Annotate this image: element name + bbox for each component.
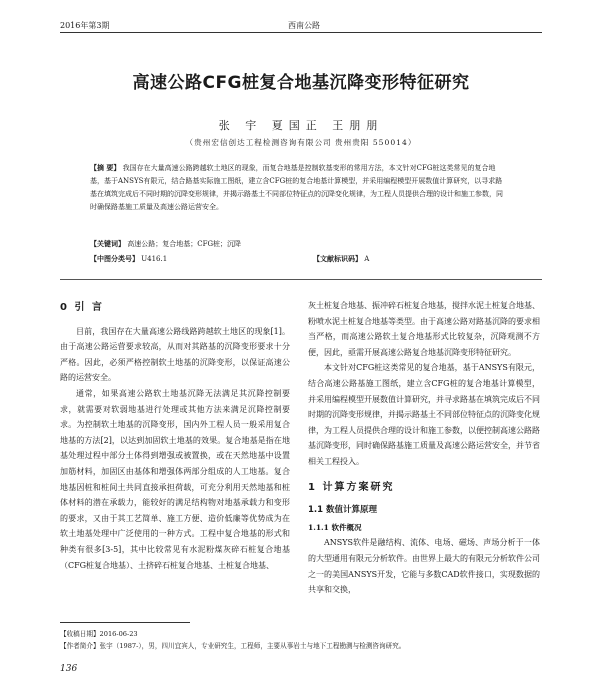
paragraph: 本文针对CFG桩这类常见的复合地基，基于ANSYS有限元，结合高速公路基施工图纸，建立含CFG桩的复合地基计算模型，并采用编程模型开展数值计算研究，并寻求路基在填筑完成后不同时期的沉降变形规律，并揭示路基土不同部位特征点的沉降变化规律，为工程人员提供合理的设计和施工参数，以便控制高速公路路基沉降变形，同时确保路基施工质量及高速公路运营安全，并节省相关工程投入。 — [308, 363, 540, 466]
header-rule — [60, 32, 542, 33]
abstract-divider — [60, 279, 542, 280]
author-list: 张 宇 夏国正 王朋朋 — [218, 119, 384, 132]
keywords — [90, 239, 241, 249]
issue-label: 2016年第3期 — [60, 21, 110, 30]
document-code — [313, 254, 369, 264]
footnote-rule — [60, 622, 190, 623]
paragraph: ANSYS软件是融结构、流体、电场、磁场、声场分析于一体的大型通用有限元分析软件。由世界上最大的有限元分析软件公司之一的美国ANSYS开发，它能与多数CAD软件接口，实现数据的共享和交换， — [308, 538, 540, 595]
abstract-label: 【摘 要】 — [90, 164, 121, 172]
author-bio-footnote: 【作者简介】张宇（1987-），男，四川宜宾人，专业研究生，工程师，主要从事岩土与地下工程勘测与检测咨询研究。 — [60, 642, 406, 650]
abstract-text: 我国存在大量高速公路跨越软土地区的现象，而复合地基是控制软基变形的常用方法，本文针对CFG桩这类常见的复合地基，基于ANSYS有限元，结合路基实际施工图纸，建立含CFG桩的复合地基计算模型，并采用编程模型开展数值计算研究，以寻求路基在填筑完成后不同时期的沉降变形规律，并揭示路基土不同部位特征点的沉降变化规律，为工程人员提供合理的设计和施工参数，同时确保路基施工质量及高速公路运营安全。 — [90, 164, 503, 211]
classification-number — [90, 254, 167, 264]
clc-value: U416.1 — [141, 255, 168, 263]
paper-title: 高速公路CFG桩复合地基沉降变形特征研究 — [132, 73, 470, 93]
section-heading-introduction: 0 引 言 — [60, 302, 104, 313]
received-date-footnote: 【收稿日期】2016-06-23 — [60, 630, 138, 638]
keywords-text: 高速公路；复合地基；CFG桩；沉降 — [127, 240, 242, 248]
page-number: 136 — [60, 664, 78, 674]
paragraph: 灰土桩复合地基、振冲碎石桩复合地基，搅拌水泥土桩复合地基、粉喷水泥土桩复合地基等类型。由于高速公路对路基沉降的要求相当严格，而高速公路软土复合地基形式比较复杂，沉降观测不方便，因此，亟需开展高速公路复合地基沉降变形特征研究。 — [308, 301, 540, 357]
right-column — [308, 298, 540, 598]
abstract — [90, 162, 506, 214]
keywords-label: 【关键词】 — [90, 240, 125, 248]
subsection-heading: 1.1 数值计算原理 — [308, 505, 378, 516]
doc-code-value: A — [364, 255, 370, 263]
doc-code-label: 【文献标识码】 — [313, 255, 362, 263]
journal-name: 西南公路 — [288, 21, 320, 30]
paragraph: 通常，如果高速公路软土地基沉降无法满足其沉降控制要求，就需要对软弱地基进行处理或其他方法来满足沉降控制要求。为控制软土地基的沉降变形，国内外工程人员一般采用复合地基的方法[2]，以达到加固软土地基的效果。复合地基是指在地基处理过程中部分土体得到增强或被置换，或在天然地基中设置加筋材料，加固区由基体和增强体两部分组成的人工地基。复合地基因桩和桩间土共同直接承担荷载，可充分利用天然地基和桩体材料的潜在承载力，能较好的满足结构物对地基承载力和变形的要求，又由于其工艺简单、施工方便、造价低廉等优势成为在软土地基处理中广泛使用的一种方式。工程中复合地基的形式和种类有很多[3-5]，其中比较常见有水泥粉煤灰碎石桩复合地基（CFG桩复合地基）、土挤碎石桩复合地基、土桩复合地基、 — [60, 388, 290, 570]
section-heading-method: 1 计算方案研究 — [308, 481, 395, 493]
subsubsection-heading: 1.1.1 软件概况 — [308, 522, 362, 532]
affiliation: （贵州宏信创达工程检测咨询有限公司 贵州贵阳 550014） — [185, 138, 417, 147]
running-header — [60, 18, 542, 32]
paragraph: 目前，我国存在大量高速公路线路跨越软土地区的现象[1]。由于高速公路运营要求较高，从而对其路基的沉降变形要求十分严格。因此，必须严格控制软土地基的沉降变形，以保证高速公路的运营安全。 — [60, 326, 290, 383]
clc-label: 【中图分类号】 — [90, 255, 139, 263]
left-column — [60, 298, 290, 573]
